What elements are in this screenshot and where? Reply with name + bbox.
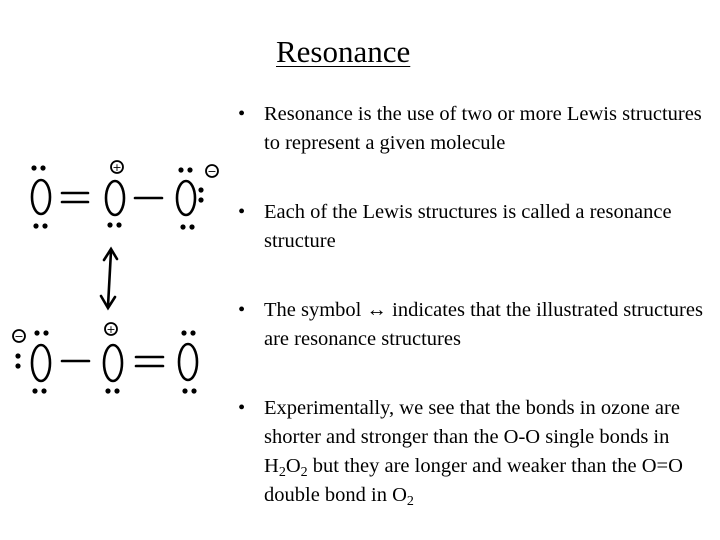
resonance-arrow-symbol: ↔ xyxy=(366,299,387,321)
bullet-dot: • xyxy=(238,103,246,125)
oxygen-atom-3 xyxy=(177,181,195,215)
bullet-text-3-post: indicates that the illustrated structures are resonance structures xyxy=(264,299,703,350)
oxygen-atom-6 xyxy=(179,344,197,380)
subscript: 2 xyxy=(406,494,414,509)
oxygen-atom-4 xyxy=(32,345,50,381)
subscript: 2 xyxy=(300,465,308,480)
bullet-text-2: Each of the Lewis structures is called a resonance structure xyxy=(264,201,672,252)
lone-pair xyxy=(15,353,20,368)
positive-charge-sign: + xyxy=(112,161,122,174)
bullet-item-4 xyxy=(236,394,706,510)
bullet-dot: • xyxy=(238,397,246,419)
bullet-item-1 xyxy=(236,100,706,158)
bullet-text-4-mid: but they are longer and weaker than the O=O double bond in O xyxy=(264,455,683,506)
bullet-item-2 xyxy=(236,198,706,256)
lone-pair xyxy=(181,330,195,335)
ozone-resonance-diagram xyxy=(0,150,230,400)
subscript: 2 xyxy=(278,465,286,480)
bullet-dot: • xyxy=(238,299,246,321)
bullet-list xyxy=(236,100,706,510)
lone-pair xyxy=(182,388,196,393)
lone-pair xyxy=(178,167,192,172)
oxygen-atom-1 xyxy=(32,180,50,214)
oxygen-atom-2 xyxy=(106,181,124,215)
lone-pair xyxy=(32,388,46,393)
lone-pair xyxy=(31,165,45,170)
lone-pair xyxy=(198,187,203,202)
lone-pair xyxy=(107,222,121,227)
bullet-text-4-o: O xyxy=(285,455,301,477)
lone-pair xyxy=(105,388,119,393)
negative-charge-sign: − xyxy=(14,330,24,343)
negative-charge-sign: − xyxy=(207,165,217,178)
bullet-text-3-pre: The symbol xyxy=(264,299,367,321)
slide-title: Resonance xyxy=(276,34,411,69)
bullet-text-4-pre: Experimentally, we see that the bonds in ozone are shorter and stronger than the O-O single bonds in H xyxy=(264,397,680,477)
bullet-text-1: Resonance is the use of two or more Lewis structures to represent a given molecule xyxy=(264,103,702,154)
lone-pair xyxy=(33,223,47,228)
lone-pair xyxy=(34,330,48,335)
bullet-item-3 xyxy=(236,296,706,354)
positive-charge-sign: + xyxy=(106,323,116,336)
lone-pair xyxy=(180,224,194,229)
bullet-dot: • xyxy=(238,201,246,223)
resonance-arrow-shaft xyxy=(108,251,111,306)
oxygen-atom-5 xyxy=(104,345,122,381)
